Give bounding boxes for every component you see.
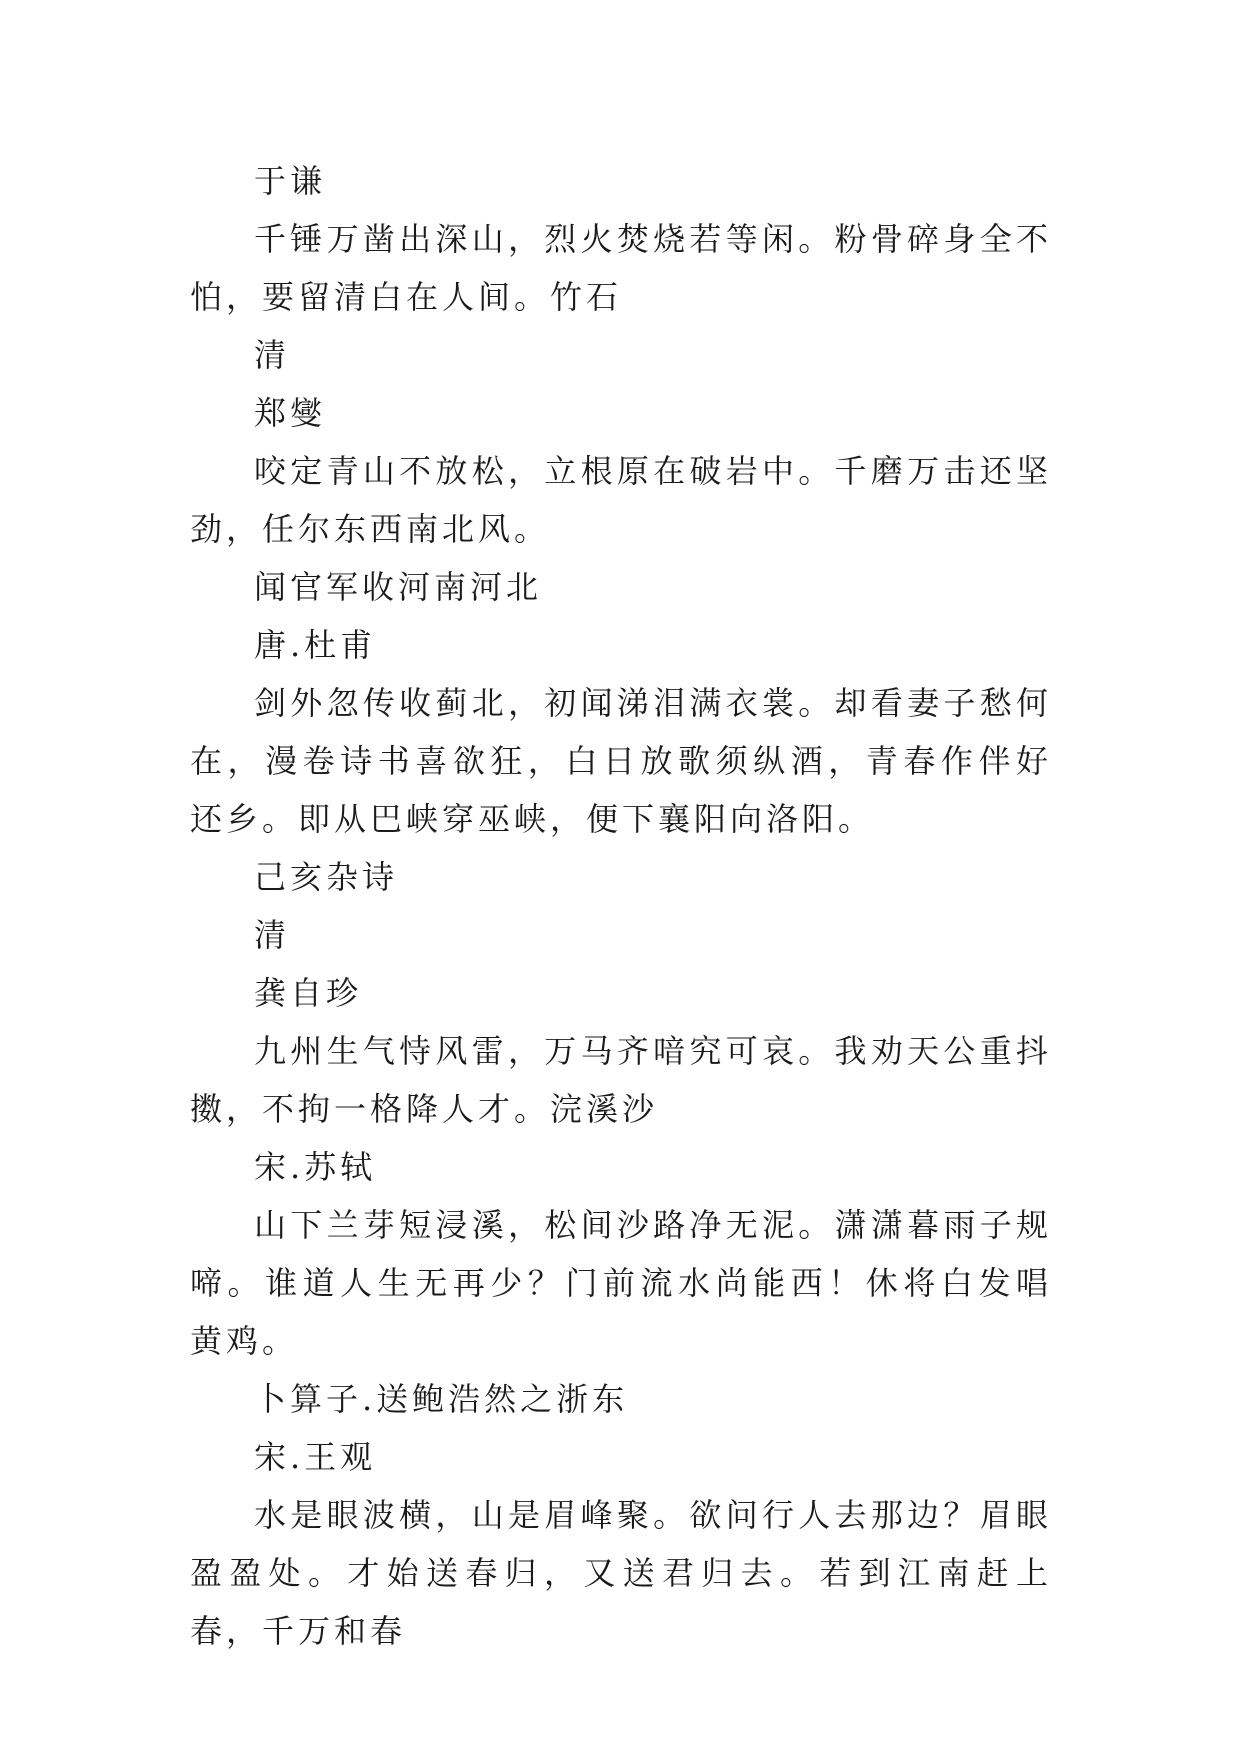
line-author: 于谦: [254, 162, 327, 200]
poem-text: 水是眼波横，山是眉峰聚。欲问行人去那边？眉眼盈盈处。才始送春归，又送君归去。若到江南赶上春，千万和春: [190, 1496, 1052, 1650]
poem-text: 九州生气恃风雷，万马齐喑究可哀。我劝天公重抖擞，不拘一格降人才。浣溪沙: [190, 1032, 1052, 1128]
line-dynasty: 清: [254, 916, 291, 954]
poem-text: 千锤万凿出深山，烈火焚烧若等闲。粉骨碎身全不怕，要留清白在人间。竹石: [190, 220, 1052, 316]
line-author: 郑燮: [254, 394, 327, 432]
poem-text: 咬定青山不放松，立根原在破岩中。千磨万击还坚劲，任尔东西南北风。: [190, 452, 1052, 548]
poem-title: 己亥杂诗: [254, 858, 399, 896]
line-author: 宋.苏轼: [254, 1148, 377, 1186]
document-body: [190, 152, 1052, 1660]
line-author: 宋.王观: [254, 1438, 377, 1476]
poem-text: 剑外忽传收蓟北，初闻涕泪满衣裳。却看妻子愁何在，漫卷诗书喜欲狂，白日放歌须纵酒，青春作伴好还乡。即从巴峡穿巫峡，便下襄阳向洛阳。: [190, 684, 1052, 838]
poem-text: 山下兰芽短浸溪，松间沙路净无泥。潇潇暮雨子规啼。谁道人生无再少？门前流水尚能西！休将白发唱黄鸡。: [190, 1206, 1052, 1360]
line-dynasty: 清: [254, 336, 291, 374]
line-author: 唐.杜甫: [254, 626, 377, 664]
poem-title: 闻官军收河南河北: [254, 568, 543, 606]
poem-title: 卜算子.送鲍浩然之浙东: [254, 1380, 629, 1418]
line-author: 龚自珍: [254, 974, 363, 1012]
